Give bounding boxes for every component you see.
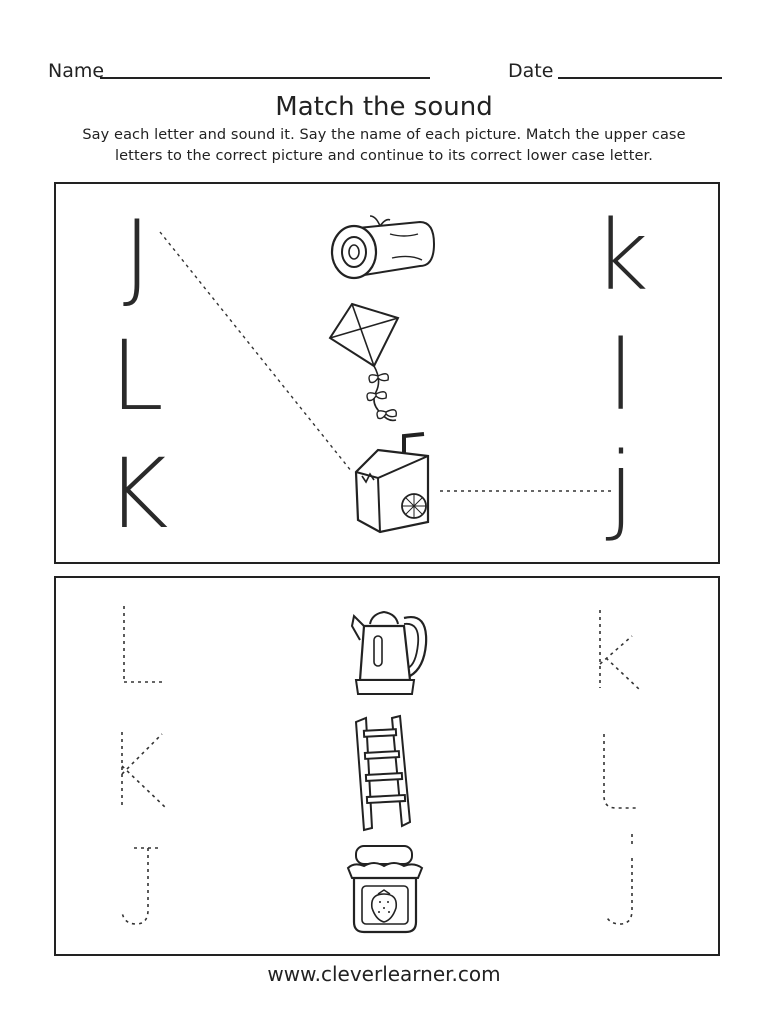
lower-letter-j: j (607, 432, 635, 544)
trace-upper-k (122, 732, 166, 808)
page-title: Match the sound (275, 92, 493, 122)
kettle-icon[interactable] (350, 604, 430, 698)
upper-letter-k: K (105, 438, 169, 550)
trace-upper-j (122, 848, 160, 924)
trace-upper-l (124, 606, 162, 682)
ladder-icon[interactable] (352, 714, 412, 832)
lower-letter-l: l (607, 320, 635, 432)
upper-letter-j: J (122, 200, 152, 312)
instructions-line-1: Say each letter and sound it. Say the name of each picture. Match the upper case (82, 127, 686, 143)
jam-jar-icon[interactable] (344, 842, 426, 936)
instructions-line-2: letters to the correct picture and continue to its correct lower case letter. (115, 148, 653, 164)
trace-lower-k (600, 610, 640, 690)
date-label: Date (508, 60, 554, 82)
trace-lower-j (606, 834, 632, 924)
footer-url[interactable]: www.cleverlearner.com (267, 962, 501, 986)
upper-letter-l: L (110, 320, 164, 432)
name-label: Name (48, 60, 105, 82)
lower-letter-k: k (593, 200, 649, 312)
trace-lower-l (604, 734, 638, 808)
